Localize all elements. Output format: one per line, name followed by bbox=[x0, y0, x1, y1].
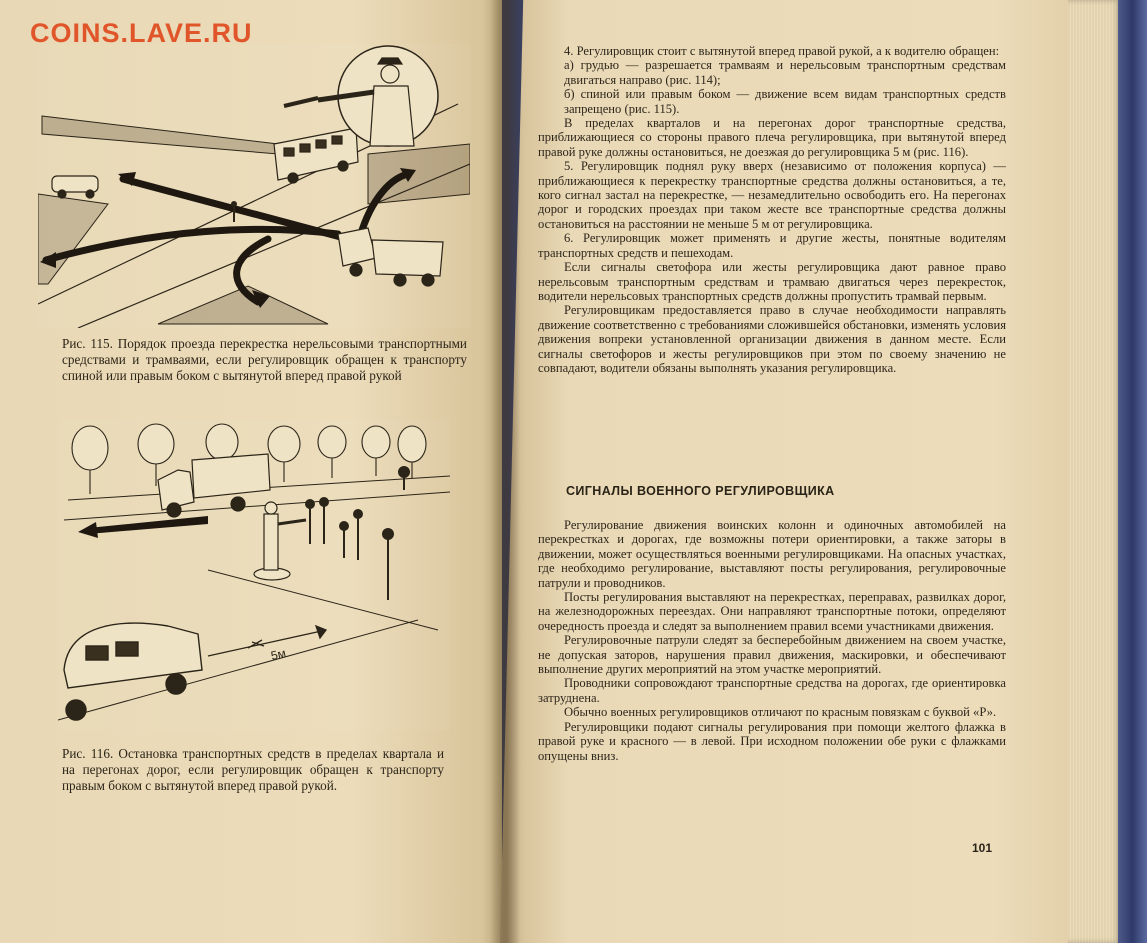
paragraph: 5. Регулировщик поднял руку вверх (независимо от положения корпуса) — приближающиеся к перекрестку транспортные средства должны остановиться, а те, кого сигнал застал на перекрестке, — незамедлительно освободить его. На перегонах дорог и городских проездах при таком жесте все транспортные средства должны остановиться на расстоянии не меньше 5 м от регулировщика. bbox=[538, 159, 1006, 231]
paragraph: 6. Регулировщик может применять и другие жесты, понятные водителям транспортных средств и пешеходам. bbox=[538, 231, 1006, 260]
road-stop-drawing bbox=[58, 420, 450, 730]
paragraph: Проводники сопровождают транспортные средства на дорогах, где ориентировка затруднена. bbox=[538, 676, 1006, 705]
section-heading: СИГНАЛЫ ВОЕННОГО РЕГУЛИРОВЩИКА bbox=[566, 484, 835, 498]
paragraph: Посты регулирования выставляют на перекрестках, переправах, развилках дорог, на железнодорожных переездах. Они направляют транспортные потоки, определяют очередность проезда и следят за выполнением правил всеми участниками движения. bbox=[538, 590, 1006, 633]
paragraph: 4. Регулировщик стоит с вытянутой вперед правой рукой, а к водителю обращен: bbox=[564, 44, 1000, 58]
right-page-text bbox=[538, 44, 1006, 375]
distance-label: 5м bbox=[269, 645, 288, 663]
intersection-drawing bbox=[38, 44, 470, 328]
paragraph: а) грудью — разрешается трамваям и нерельсовым транспортным средствам двигаться направо (рис. 114); bbox=[564, 58, 1006, 87]
watermark: COINS.LAVE.RU bbox=[30, 18, 253, 48]
figure-116-illustration bbox=[58, 420, 450, 730]
paragraph: Если сигналы светофора или жесты регулировщика дают равное право нерельсовым транспортным средствам и трамваю двигаться через перекресток, водители нерельсовых транспортных средств должны пропустить трамвай первым. bbox=[538, 260, 1006, 303]
figure-115-caption: Рис. 115. Порядок проезда перекрестка нерельсовыми транспортными средствами и трамваями, если регулировщик обращен к транспорту спиной или правым боком с вытянутой вперед правой рукой bbox=[62, 336, 467, 383]
paragraph: Регулировщики подают сигналы регулирования при помощи желтого флажка в правой руке и красного — в левой. При исходном положении обе руки с флажками опущены вниз. bbox=[538, 719, 1006, 763]
page-edges bbox=[1068, 0, 1123, 943]
paragraph: В пределах кварталов и на перегонах дорог транспортные средства, приближающиеся со стороны правого плеча регулировщика, при вытянутой вперед правой руке должны остановиться, не доезжая до регулировщика 5 м (рис. 116). bbox=[538, 116, 1006, 159]
section-text bbox=[538, 518, 1006, 763]
paragraph: б) спиной или правым боком — движение всем видам транспортных средств запрещено (рис. 115). bbox=[564, 87, 1006, 116]
figure-115-illustration bbox=[38, 44, 470, 328]
figure-116-caption: Рис. 116. Остановка транспортных средств в пределах квартала и на перегонах дорог, если регулировщик обращен к транспорту правым боком с вытянутой вперед правой рукой. bbox=[62, 746, 444, 793]
paragraph: Обычно военных регулировщиков отличают по красным повязкам с буквой «Р». bbox=[564, 705, 997, 720]
page-number: 101 bbox=[972, 841, 993, 855]
book-cover-edge bbox=[1118, 0, 1147, 943]
paragraph: Регулирование движения воинских колонн и одиночных автомобилей на перекрестках и дорогах, где возможны потери ориентировки, а также заторы в движении, может осуществляться военными регулировщиками. На опасных участках, где необходимо регулирование, выставляют посты регулирования, регулировочные патрули и проводников. bbox=[538, 518, 1006, 590]
paragraph: Регулировочные патрули следят за бесперебойным движением на своем участке, не допуская заторов, нарушения правил движения, маскировки, и обеспечивают выполнение других мероприятий на этом участке мероприятий. bbox=[538, 633, 1006, 677]
book-gutter bbox=[490, 0, 520, 943]
paragraph: Регулировщикам предоставляется право в случае необходимости направлять движение соответственно с требованиями сложившейся обстановки, изменять условия движения вопреки установленной организации движения в данном месте. Если сигналы светофоров и жесты регулировщиков при этом по своему значению не совпадают, водители обязаны выполнять указания регулировщика. bbox=[538, 303, 1006, 375]
